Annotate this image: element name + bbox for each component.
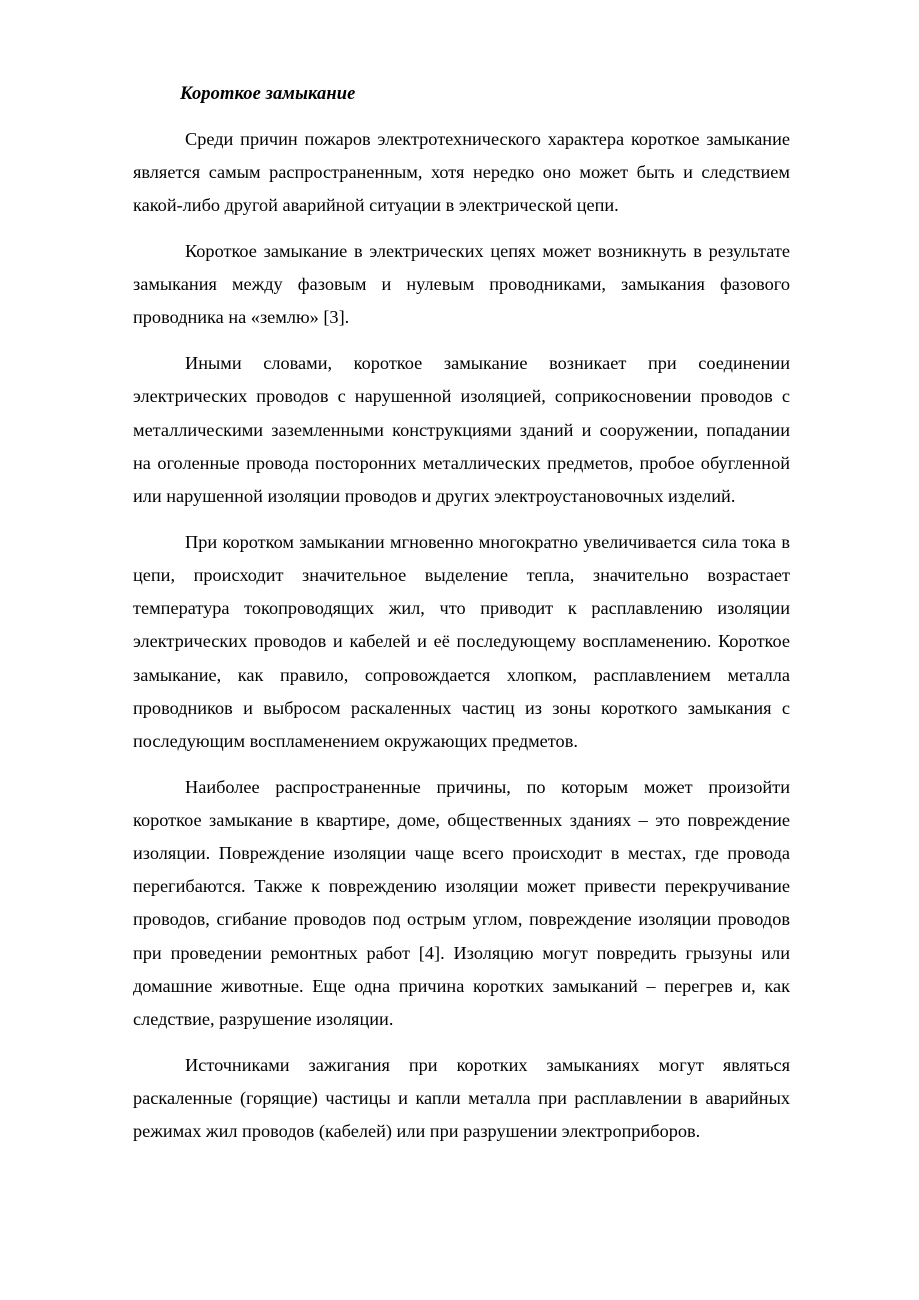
paragraph-1: Среди причин пожаров электротехнического характера короткое замыкание является самым распространенным, хотя нередко оно может быть и следствием какой-либо другой аварийной ситуации в электрической цепи.: [133, 128, 790, 216]
paragraph-3: Иными словами, короткое замыкание возникает при соединении электрических проводов с нарушенной изоляцией, соприкосновении проводов с металлическими заземленными конструкциями зданий и сооружении, попадании на оголенные провода посторонних металлических предметов, пробое обугленной или нарушенной изоляции проводов и других электроустановочных изделий.: [133, 353, 790, 506]
paragraph-6: Источниками зажигания при коротких замыканиях могут являться раскаленные (горящие) частицы и капли металла при расплавлении в аварийных режимах жил проводов (кабелей) или при разрушении электроприборов.: [133, 1054, 790, 1142]
page-title: Короткое замыкание: [180, 84, 356, 104]
document-body: [133, 82, 790, 1148]
paragraph-4: При коротком замыкании мгновенно многократно увеличивается сила тока в цепи, происходит значительное выделение тепла, значительно возрастает температура токопроводящих жил, что приводит к расплавлению изоляции электрических проводов и кабелей и её последующему воспламенению. Короткое замыкание, как правило, сопровождается хлопком, расплавлением металла проводников и выбросом раскаленных частиц из зоны короткого замыкания с последующим воспламенением окружающих предметов.: [133, 531, 790, 751]
paragraph-5: Наиболее распространенные причины, по которым может произойти короткое замыкание в квартире, доме, общественных зданиях – это повреждение изоляции. Повреждение изоляции чаще всего происходит в местах, где провода перегибаются. Также к повреждению изоляции может привести перекручивание проводов, сгибание проводов под острым углом, повреждение изоляции проводов при проведении ремонтных работ [4]. Изоляцию могут повредить грызуны или домашние животные. Еще одна причина коротких замыканий – перегрев и, как следствие, разрушение изоляции.: [133, 776, 790, 1030]
paragraph-2: Короткое замыкание в электрических цепях может возникнуть в результате замыкания между фазовым и нулевым проводниками, замыкания фазового проводника на «землю» [3].: [133, 241, 790, 328]
